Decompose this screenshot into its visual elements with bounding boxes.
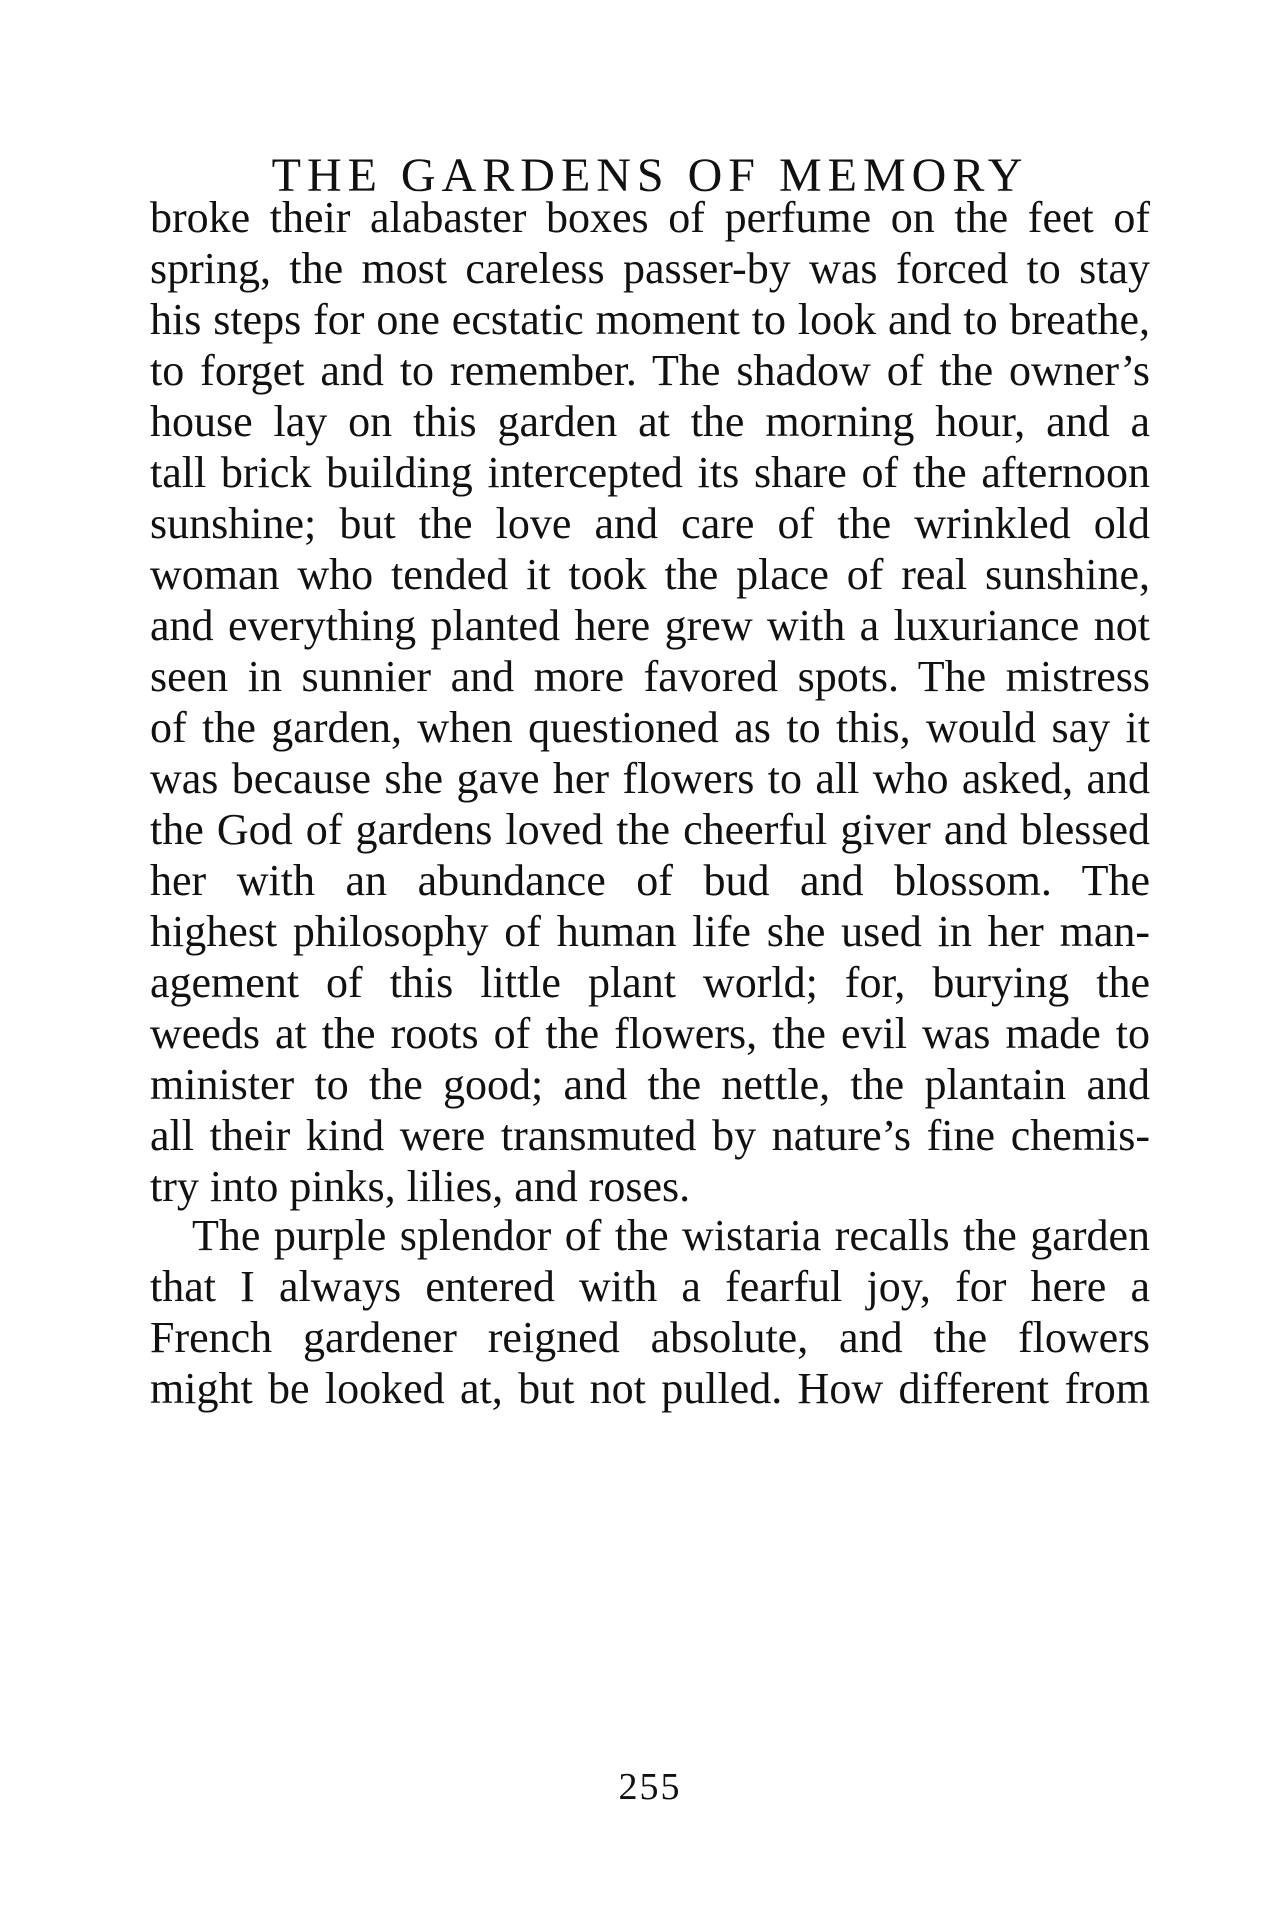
text-line: woman who tended it took the place of real sunshine, — [150, 550, 1150, 599]
text-line: broke their alabaster boxes of perfume on the feet of — [150, 193, 1150, 242]
text-line: try into pinks, lilies, and roses. — [150, 1162, 691, 1211]
text-line: of the garden, when questioned as to this, would say it — [150, 703, 1150, 752]
text-line: minister to the good; and the nettle, the plantain and — [150, 1060, 1150, 1109]
text-line: her with an abundance of bud and blossom. The — [150, 856, 1150, 905]
text-line: to forget and to remember. The shadow of the owner’s — [150, 346, 1150, 395]
text-line: and everything planted here grew with a luxuriance not — [150, 601, 1150, 650]
text-line: house lay on this garden at the morning hour, and a — [150, 397, 1150, 446]
page-number: 255 — [618, 1766, 682, 1808]
text-line: spring, the most careless passer-by was forced to stay — [150, 244, 1150, 293]
text-line: weeds at the roots of the flowers, the evil was made to — [150, 1009, 1150, 1058]
text-line: was because she gave her flowers to all who asked, and — [150, 754, 1150, 803]
text-line: the God of gardens loved the cheerful giver and blessed — [150, 805, 1150, 854]
text-line: agement of this little plant world; for, burying the — [150, 958, 1150, 1007]
text-line: sunshine; but the love and care of the wrinkled old — [150, 499, 1150, 548]
text-line: tall brick building intercepted its share of the afternoon — [150, 448, 1150, 497]
running-head: THE GARDENS OF MEMORY — [271, 149, 1029, 202]
text-line: all their kind were transmuted by nature’s fine chemis- — [150, 1111, 1150, 1160]
text-line: seen in sunnier and more favored spots. The mistress — [150, 652, 1150, 701]
text-line: The purple splendor of the wistaria recalls the garden — [192, 1211, 1150, 1260]
text-line: might be looked at, but not pulled. How different from — [150, 1364, 1150, 1413]
text-line: his steps for one ecstatic moment to look and to breathe, — [150, 295, 1150, 344]
text-line: French gardener reigned absolute, and the flowers — [150, 1313, 1150, 1362]
text-line: that I always entered with a fearful joy, for here a — [150, 1262, 1150, 1311]
text-line: highest philosophy of human life she used in her man- — [150, 907, 1150, 956]
